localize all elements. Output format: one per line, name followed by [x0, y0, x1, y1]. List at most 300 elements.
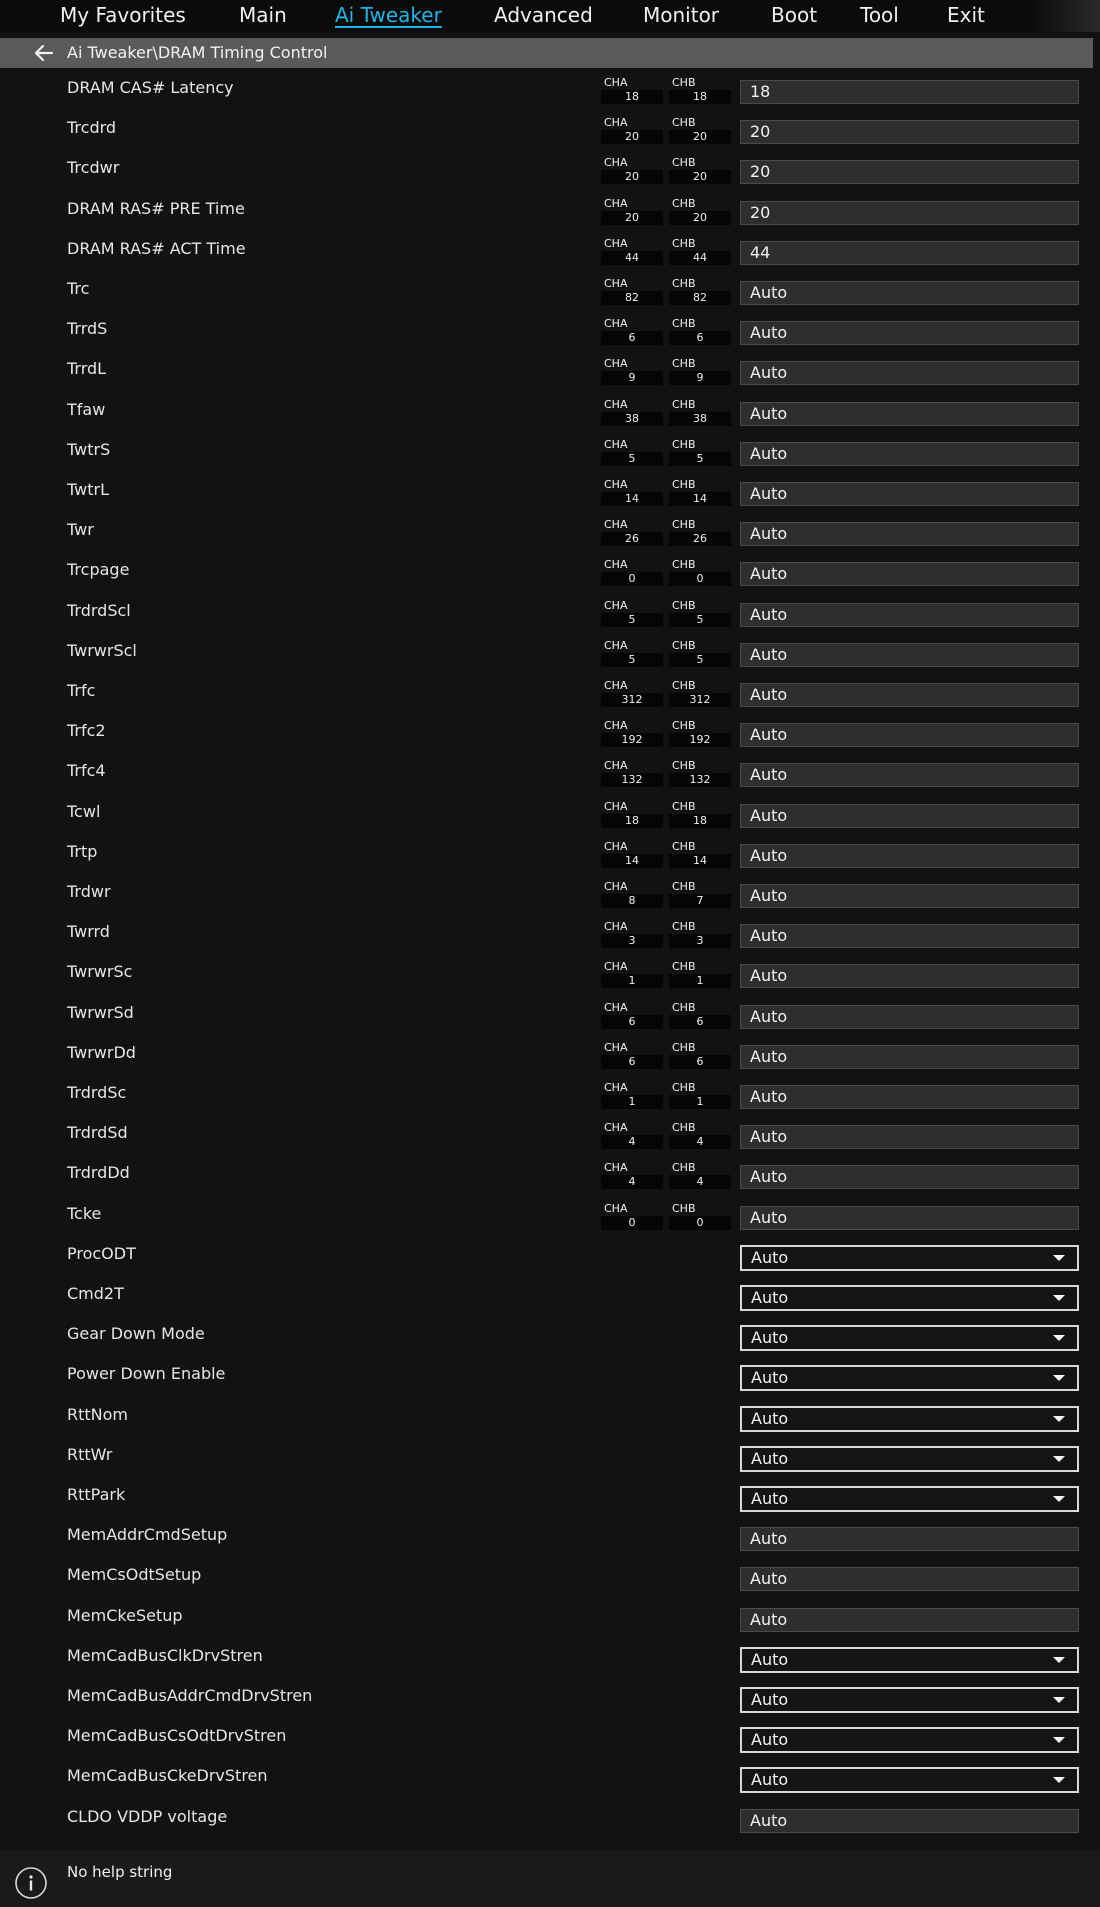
timing-row[interactable]: [0, 552, 1100, 592]
setting-label: MemCadBusAddrCmdDrvStren: [67, 1686, 313, 1705]
channel-b-header: CHB: [672, 398, 696, 411]
channel-b-header: CHB: [672, 237, 696, 250]
timing-row[interactable]: [0, 1075, 1100, 1115]
channel-a-readout: [601, 77, 663, 104]
option-row[interactable]: [0, 1638, 1100, 1678]
setting-label: Gear Down Mode: [67, 1324, 205, 1343]
timing-row[interactable]: [0, 633, 1100, 673]
channel-b-header: CHB: [672, 76, 696, 89]
channel-a-header: CHA: [604, 558, 628, 571]
channel-b-readout: [669, 600, 731, 627]
channel-a-readout: [601, 760, 663, 787]
timing-value-input[interactable]: 20: [740, 120, 1079, 144]
timing-value-input[interactable]: Auto: [740, 683, 1079, 707]
option-row[interactable]: [0, 1517, 1100, 1557]
setting-label: MemCadBusCsOdtDrvStren: [67, 1726, 287, 1745]
channel-b-value: 7: [669, 894, 731, 908]
setting-label: RttPark: [67, 1485, 126, 1504]
timing-value-input[interactable]: Auto: [740, 522, 1079, 546]
channel-b-readout: [669, 1002, 731, 1029]
channel-a-readout: [601, 117, 663, 144]
option-row[interactable]: [0, 1437, 1100, 1477]
channel-b-value: 26: [669, 532, 731, 546]
timing-value-input[interactable]: Auto: [740, 281, 1079, 305]
channel-a-value: 1: [601, 1095, 663, 1109]
channel-b-header: CHB: [672, 920, 696, 933]
timing-value-input[interactable]: 44: [740, 241, 1079, 265]
timing-value-input[interactable]: Auto: [740, 924, 1079, 948]
channel-a-header: CHA: [604, 920, 628, 933]
setting-label: Trdwr: [67, 882, 111, 901]
channel-a-value: 8: [601, 894, 663, 908]
chevron-down-icon: [1053, 1416, 1065, 1422]
setting-label: MemAddrCmdSetup: [67, 1525, 228, 1544]
dropdown-value: Auto: [751, 1690, 789, 1709]
channel-a-value: 3: [601, 934, 663, 948]
channel-a-readout: [601, 479, 663, 506]
option-dropdown[interactable]: [740, 1325, 1079, 1351]
option-row[interactable]: [0, 1356, 1100, 1396]
channel-b-readout: [669, 881, 731, 908]
channel-a-readout: [601, 198, 663, 225]
option-row[interactable]: [0, 1276, 1100, 1316]
option-dropdown[interactable]: [740, 1687, 1079, 1713]
channel-b-header: CHB: [672, 599, 696, 612]
channel-a-header: CHA: [604, 478, 628, 491]
timing-value-input[interactable]: Auto: [740, 1085, 1079, 1109]
channel-a-value: 6: [601, 1055, 663, 1069]
dropdown-value: Auto: [751, 1328, 789, 1347]
channel-b-value: 14: [669, 492, 731, 506]
channel-a-header: CHA: [604, 1121, 628, 1134]
channel-b-value: 20: [669, 130, 731, 144]
channel-b-readout: [669, 760, 731, 787]
timing-value-input[interactable]: Auto: [740, 643, 1079, 667]
channel-a-header: CHA: [604, 1081, 628, 1094]
channel-b-value: 0: [669, 1216, 731, 1230]
channel-a-header: CHA: [604, 599, 628, 612]
timing-row[interactable]: [0, 432, 1100, 472]
setting-label: TrdrdSd: [67, 1123, 128, 1142]
channel-b-value: 38: [669, 412, 731, 426]
channel-b-readout: [669, 479, 731, 506]
channel-b-readout: [669, 841, 731, 868]
channel-a-readout: [601, 157, 663, 184]
channel-b-readout: [669, 961, 731, 988]
setting-label: Trfc2: [67, 721, 106, 740]
channel-b-header: CHB: [672, 558, 696, 571]
timing-value-input[interactable]: Auto: [740, 603, 1079, 627]
timing-value-input[interactable]: 20: [740, 201, 1079, 225]
channel-a-value: 20: [601, 211, 663, 225]
channel-b-value: 20: [669, 170, 731, 184]
setting-label: TwrwrDd: [67, 1043, 136, 1062]
channel-a-value: 6: [601, 1015, 663, 1029]
channel-a-header: CHA: [604, 76, 628, 89]
channel-a-value: 14: [601, 492, 663, 506]
tab-advanced[interactable]: Advanced: [494, 3, 593, 27]
timing-value-input[interactable]: Auto: [740, 884, 1079, 908]
channel-b-header: CHB: [672, 1041, 696, 1054]
channel-b-header: CHB: [672, 1202, 696, 1215]
channel-a-readout: [601, 881, 663, 908]
timing-row[interactable]: [0, 1115, 1100, 1155]
channel-a-value: 0: [601, 572, 663, 586]
setting-label: Trcdrd: [67, 118, 117, 137]
channel-b-readout: [669, 559, 731, 586]
channel-b-value: 6: [669, 331, 731, 345]
dropdown-value: Auto: [751, 1288, 789, 1307]
setting-label: TwtrS: [67, 440, 111, 459]
option-row[interactable]: [0, 1758, 1100, 1798]
channel-a-header: CHA: [604, 237, 628, 250]
chevron-down-icon: [1053, 1777, 1065, 1783]
timing-row[interactable]: [0, 472, 1100, 512]
timing-value-input[interactable]: Auto: [740, 1125, 1079, 1149]
channel-a-value: 5: [601, 653, 663, 667]
help-text: No help string: [67, 1863, 173, 1881]
setting-label: DRAM CAS# Latency: [67, 78, 234, 97]
setting-label: TwrwrSc: [67, 962, 133, 981]
timing-row[interactable]: [0, 914, 1100, 954]
channel-b-readout: [669, 720, 731, 747]
channel-b-value: 0: [669, 572, 731, 586]
breadcrumb-path: Ai Tweaker\DRAM Timing Control: [67, 43, 328, 62]
channel-a-value: 4: [601, 1135, 663, 1149]
chevron-down-icon: [1053, 1496, 1065, 1502]
tab-exit[interactable]: Exit: [947, 3, 985, 27]
tab-ai-tweaker[interactable]: Ai Tweaker: [335, 3, 442, 27]
timing-value-input[interactable]: Auto: [740, 1206, 1079, 1230]
channel-b-readout: [669, 157, 731, 184]
channel-a-readout: [601, 519, 663, 546]
channel-b-header: CHB: [672, 800, 696, 813]
channel-b-value: 4: [669, 1175, 731, 1189]
setting-label: Trc: [67, 279, 90, 298]
channel-a-header: CHA: [604, 800, 628, 813]
option-row[interactable]: [0, 1477, 1100, 1517]
channel-a-value: 0: [601, 1216, 663, 1230]
channel-b-readout: [669, 519, 731, 546]
channel-b-value: 6: [669, 1055, 731, 1069]
timing-row[interactable]: [0, 593, 1100, 633]
timing-row[interactable]: [0, 874, 1100, 914]
timing-row[interactable]: [0, 70, 1100, 110]
channel-a-readout: [601, 720, 663, 747]
timing-value-input[interactable]: Auto: [740, 562, 1079, 586]
setting-label: Trcdwr: [67, 158, 120, 177]
option-row[interactable]: [0, 1236, 1100, 1276]
channel-b-header: CHB: [672, 1121, 696, 1134]
timing-value-input[interactable]: Auto: [740, 1165, 1079, 1189]
channel-b-value: 5: [669, 653, 731, 667]
option-dropdown[interactable]: [740, 1647, 1079, 1673]
dropdown-value: Auto: [751, 1489, 789, 1508]
timing-value-input[interactable]: Auto: [740, 482, 1079, 506]
setting-label: MemCkeSetup: [67, 1606, 183, 1625]
timing-row[interactable]: [0, 231, 1100, 271]
channel-a-readout: [601, 318, 663, 345]
option-row[interactable]: [0, 1557, 1100, 1597]
channel-b-value: 44: [669, 251, 731, 265]
dropdown-value: Auto: [751, 1730, 789, 1749]
setting-label: CLDO VDDP voltage: [67, 1807, 228, 1826]
channel-a-readout: [601, 1203, 663, 1230]
timing-value-input[interactable]: Auto: [740, 321, 1079, 345]
setting-label: DRAM RAS# PRE Time: [67, 199, 245, 218]
channel-b-header: CHB: [672, 156, 696, 169]
timing-value-input[interactable]: 18: [740, 80, 1079, 104]
channel-b-readout: [669, 921, 731, 948]
channel-b-readout: [669, 318, 731, 345]
channel-a-readout: [601, 1042, 663, 1069]
channel-b-value: 3: [669, 934, 731, 948]
option-value-input[interactable]: Auto: [740, 1527, 1079, 1551]
setting-label: MemCadBusCkeDrvStren: [67, 1766, 268, 1785]
setting-label: TrdrdSc: [67, 1083, 127, 1102]
timing-row[interactable]: [0, 1035, 1100, 1075]
timing-value-input[interactable]: Auto: [740, 361, 1079, 385]
channel-a-header: CHA: [604, 197, 628, 210]
tab-main[interactable]: Main: [239, 3, 287, 27]
channel-a-readout: [601, 1082, 663, 1109]
option-dropdown[interactable]: [740, 1245, 1079, 1271]
setting-label: Cmd2T: [67, 1284, 124, 1303]
timing-row[interactable]: [0, 673, 1100, 713]
channel-b-value: 312: [669, 693, 731, 707]
channel-a-value: 38: [601, 412, 663, 426]
channel-b-value: 1: [669, 974, 731, 988]
timing-row[interactable]: [0, 512, 1100, 552]
timing-row[interactable]: [0, 311, 1100, 351]
channel-b-readout: [669, 1042, 731, 1069]
timing-row[interactable]: [0, 794, 1100, 834]
channel-a-value: 6: [601, 331, 663, 345]
option-row[interactable]: [0, 1316, 1100, 1356]
channel-b-value: 6: [669, 1015, 731, 1029]
channel-b-header: CHB: [672, 840, 696, 853]
channel-b-header: CHB: [672, 357, 696, 370]
channel-b-header: CHB: [672, 438, 696, 451]
channel-b-header: CHB: [672, 1161, 696, 1174]
setting-label: Twrrd: [67, 922, 110, 941]
option-dropdown[interactable]: [740, 1446, 1079, 1472]
channel-b-value: 14: [669, 854, 731, 868]
timing-row[interactable]: [0, 351, 1100, 391]
channel-b-header: CHB: [672, 317, 696, 330]
channel-a-header: CHA: [604, 1161, 628, 1174]
timing-row[interactable]: [0, 954, 1100, 994]
channel-a-header: CHA: [604, 880, 628, 893]
setting-label: MemCsOdtSetup: [67, 1565, 202, 1584]
channel-b-header: CHB: [672, 1001, 696, 1014]
channel-b-readout: [669, 117, 731, 144]
channel-b-value: 20: [669, 211, 731, 225]
chevron-down-icon: [1053, 1657, 1065, 1663]
channel-b-header: CHB: [672, 518, 696, 531]
timing-row[interactable]: [0, 753, 1100, 793]
channel-b-header: CHB: [672, 116, 696, 129]
chevron-down-icon: [1053, 1295, 1065, 1301]
setting-label: Trfc: [67, 681, 96, 700]
setting-label: Power Down Enable: [67, 1364, 226, 1383]
channel-a-header: CHA: [604, 438, 628, 451]
channel-b-readout: [669, 1122, 731, 1149]
option-value-input[interactable]: Auto: [740, 1809, 1079, 1833]
timing-value-input[interactable]: 20: [740, 160, 1079, 184]
setting-label: TrdrdDd: [67, 1163, 130, 1182]
timing-value-input[interactable]: Auto: [740, 1045, 1079, 1069]
channel-a-readout: [601, 358, 663, 385]
timing-value-input[interactable]: Auto: [740, 402, 1079, 426]
channel-a-readout: [601, 801, 663, 828]
channel-a-value: 44: [601, 251, 663, 265]
timing-row[interactable]: [0, 392, 1100, 432]
channel-b-readout: [669, 1203, 731, 1230]
channel-b-value: 5: [669, 613, 731, 627]
channel-b-value: 5: [669, 452, 731, 466]
timing-value-input[interactable]: Auto: [740, 1005, 1079, 1029]
channel-b-header: CHB: [672, 679, 696, 692]
timing-row[interactable]: [0, 191, 1100, 231]
dropdown-value: Auto: [751, 1409, 789, 1428]
channel-a-header: CHA: [604, 1202, 628, 1215]
channel-b-readout: [669, 439, 731, 466]
option-dropdown[interactable]: [740, 1486, 1079, 1512]
tab-tool[interactable]: Tool: [860, 3, 899, 27]
timing-row[interactable]: [0, 995, 1100, 1035]
channel-a-readout: [601, 1122, 663, 1149]
timing-value-input[interactable]: Auto: [740, 804, 1079, 828]
chevron-down-icon: [1053, 1335, 1065, 1341]
channel-a-readout: [601, 399, 663, 426]
setting-label: RttNom: [67, 1405, 129, 1424]
option-row[interactable]: [0, 1598, 1100, 1638]
timing-row[interactable]: [0, 1155, 1100, 1195]
channel-b-value: 9: [669, 371, 731, 385]
channel-b-header: CHB: [672, 639, 696, 652]
option-dropdown[interactable]: [740, 1767, 1079, 1793]
option-dropdown[interactable]: [740, 1406, 1079, 1432]
channel-b-readout: [669, 358, 731, 385]
option-row[interactable]: [0, 1718, 1100, 1758]
setting-label: ProcODT: [67, 1244, 136, 1263]
channel-a-header: CHA: [604, 960, 628, 973]
arrow-left-icon[interactable]: [32, 42, 56, 64]
channel-b-header: CHB: [672, 1081, 696, 1094]
channel-a-value: 14: [601, 854, 663, 868]
timing-row[interactable]: [0, 271, 1100, 311]
channel-b-header: CHB: [672, 960, 696, 973]
channel-b-header: CHB: [672, 759, 696, 772]
channel-b-header: CHB: [672, 478, 696, 491]
option-dropdown[interactable]: [740, 1285, 1079, 1311]
chevron-down-icon: [1053, 1456, 1065, 1462]
option-dropdown[interactable]: [740, 1365, 1079, 1391]
channel-a-header: CHA: [604, 398, 628, 411]
setting-label: RttWr: [67, 1445, 113, 1464]
timing-row[interactable]: [0, 110, 1100, 150]
channel-b-readout: [669, 399, 731, 426]
channel-b-header: CHB: [672, 719, 696, 732]
channel-a-header: CHA: [604, 277, 628, 290]
channel-a-readout: [601, 680, 663, 707]
channel-a-readout: [601, 559, 663, 586]
timing-row[interactable]: [0, 150, 1100, 190]
timing-value-input[interactable]: Auto: [740, 964, 1079, 988]
channel-a-header: CHA: [604, 639, 628, 652]
setting-label: TrrdS: [67, 319, 108, 338]
option-row[interactable]: [0, 1397, 1100, 1437]
tab-my-favorites[interactable]: My Favorites: [60, 3, 186, 27]
channel-b-readout: [669, 801, 731, 828]
channel-a-readout: [601, 1162, 663, 1189]
tab-boot[interactable]: Boot: [771, 3, 818, 27]
channel-a-header: CHA: [604, 156, 628, 169]
setting-label: MemCadBusClkDrvStren: [67, 1646, 263, 1665]
setting-label: Trfc4: [67, 761, 106, 780]
channel-a-readout: [601, 278, 663, 305]
channel-a-header: CHA: [604, 679, 628, 692]
channel-a-readout: [601, 439, 663, 466]
help-bar: [0, 1850, 1100, 1907]
channel-a-value: 26: [601, 532, 663, 546]
channel-b-value: 1: [669, 1095, 731, 1109]
setting-label: TrdrdScl: [67, 601, 131, 620]
channel-a-readout: [601, 238, 663, 265]
timing-value-input[interactable]: Auto: [740, 442, 1079, 466]
breadcrumb: [0, 38, 1093, 68]
channel-a-header: CHA: [604, 719, 628, 732]
option-row[interactable]: [0, 1799, 1100, 1839]
dropdown-value: Auto: [751, 1650, 789, 1669]
channel-a-value: 18: [601, 90, 663, 104]
channel-a-value: 4: [601, 1175, 663, 1189]
channel-a-header: CHA: [604, 840, 628, 853]
top-navigation: [0, 0, 1100, 32]
channel-b-value: 4: [669, 1135, 731, 1149]
timing-value-input[interactable]: Auto: [740, 723, 1079, 747]
channel-a-readout: [601, 640, 663, 667]
channel-a-value: 82: [601, 291, 663, 305]
setting-label: TwrwrSd: [67, 1003, 134, 1022]
dropdown-value: Auto: [751, 1368, 789, 1387]
info-icon: [14, 1866, 48, 1900]
option-value-input[interactable]: Auto: [740, 1608, 1079, 1632]
channel-a-header: CHA: [604, 1041, 628, 1054]
tab-monitor[interactable]: Monitor: [643, 3, 720, 27]
channel-a-value: 20: [601, 130, 663, 144]
timing-row[interactable]: [0, 1196, 1100, 1236]
timing-value-input[interactable]: Auto: [740, 844, 1079, 868]
channel-b-value: 132: [669, 773, 731, 787]
timing-value-input[interactable]: Auto: [740, 763, 1079, 787]
option-row[interactable]: [0, 1678, 1100, 1718]
channel-a-value: 5: [601, 613, 663, 627]
channel-b-readout: [669, 640, 731, 667]
channel-a-header: CHA: [604, 1001, 628, 1014]
option-value-input[interactable]: Auto: [740, 1567, 1079, 1591]
timing-row[interactable]: [0, 834, 1100, 874]
dropdown-value: Auto: [751, 1449, 789, 1468]
setting-label: Twr: [67, 520, 94, 539]
channel-a-header: CHA: [604, 518, 628, 531]
option-dropdown[interactable]: [740, 1727, 1079, 1753]
timing-row[interactable]: [0, 713, 1100, 753]
channel-a-value: 192: [601, 733, 663, 747]
setting-label: Tfaw: [67, 400, 106, 419]
chevron-down-icon: [1053, 1255, 1065, 1261]
